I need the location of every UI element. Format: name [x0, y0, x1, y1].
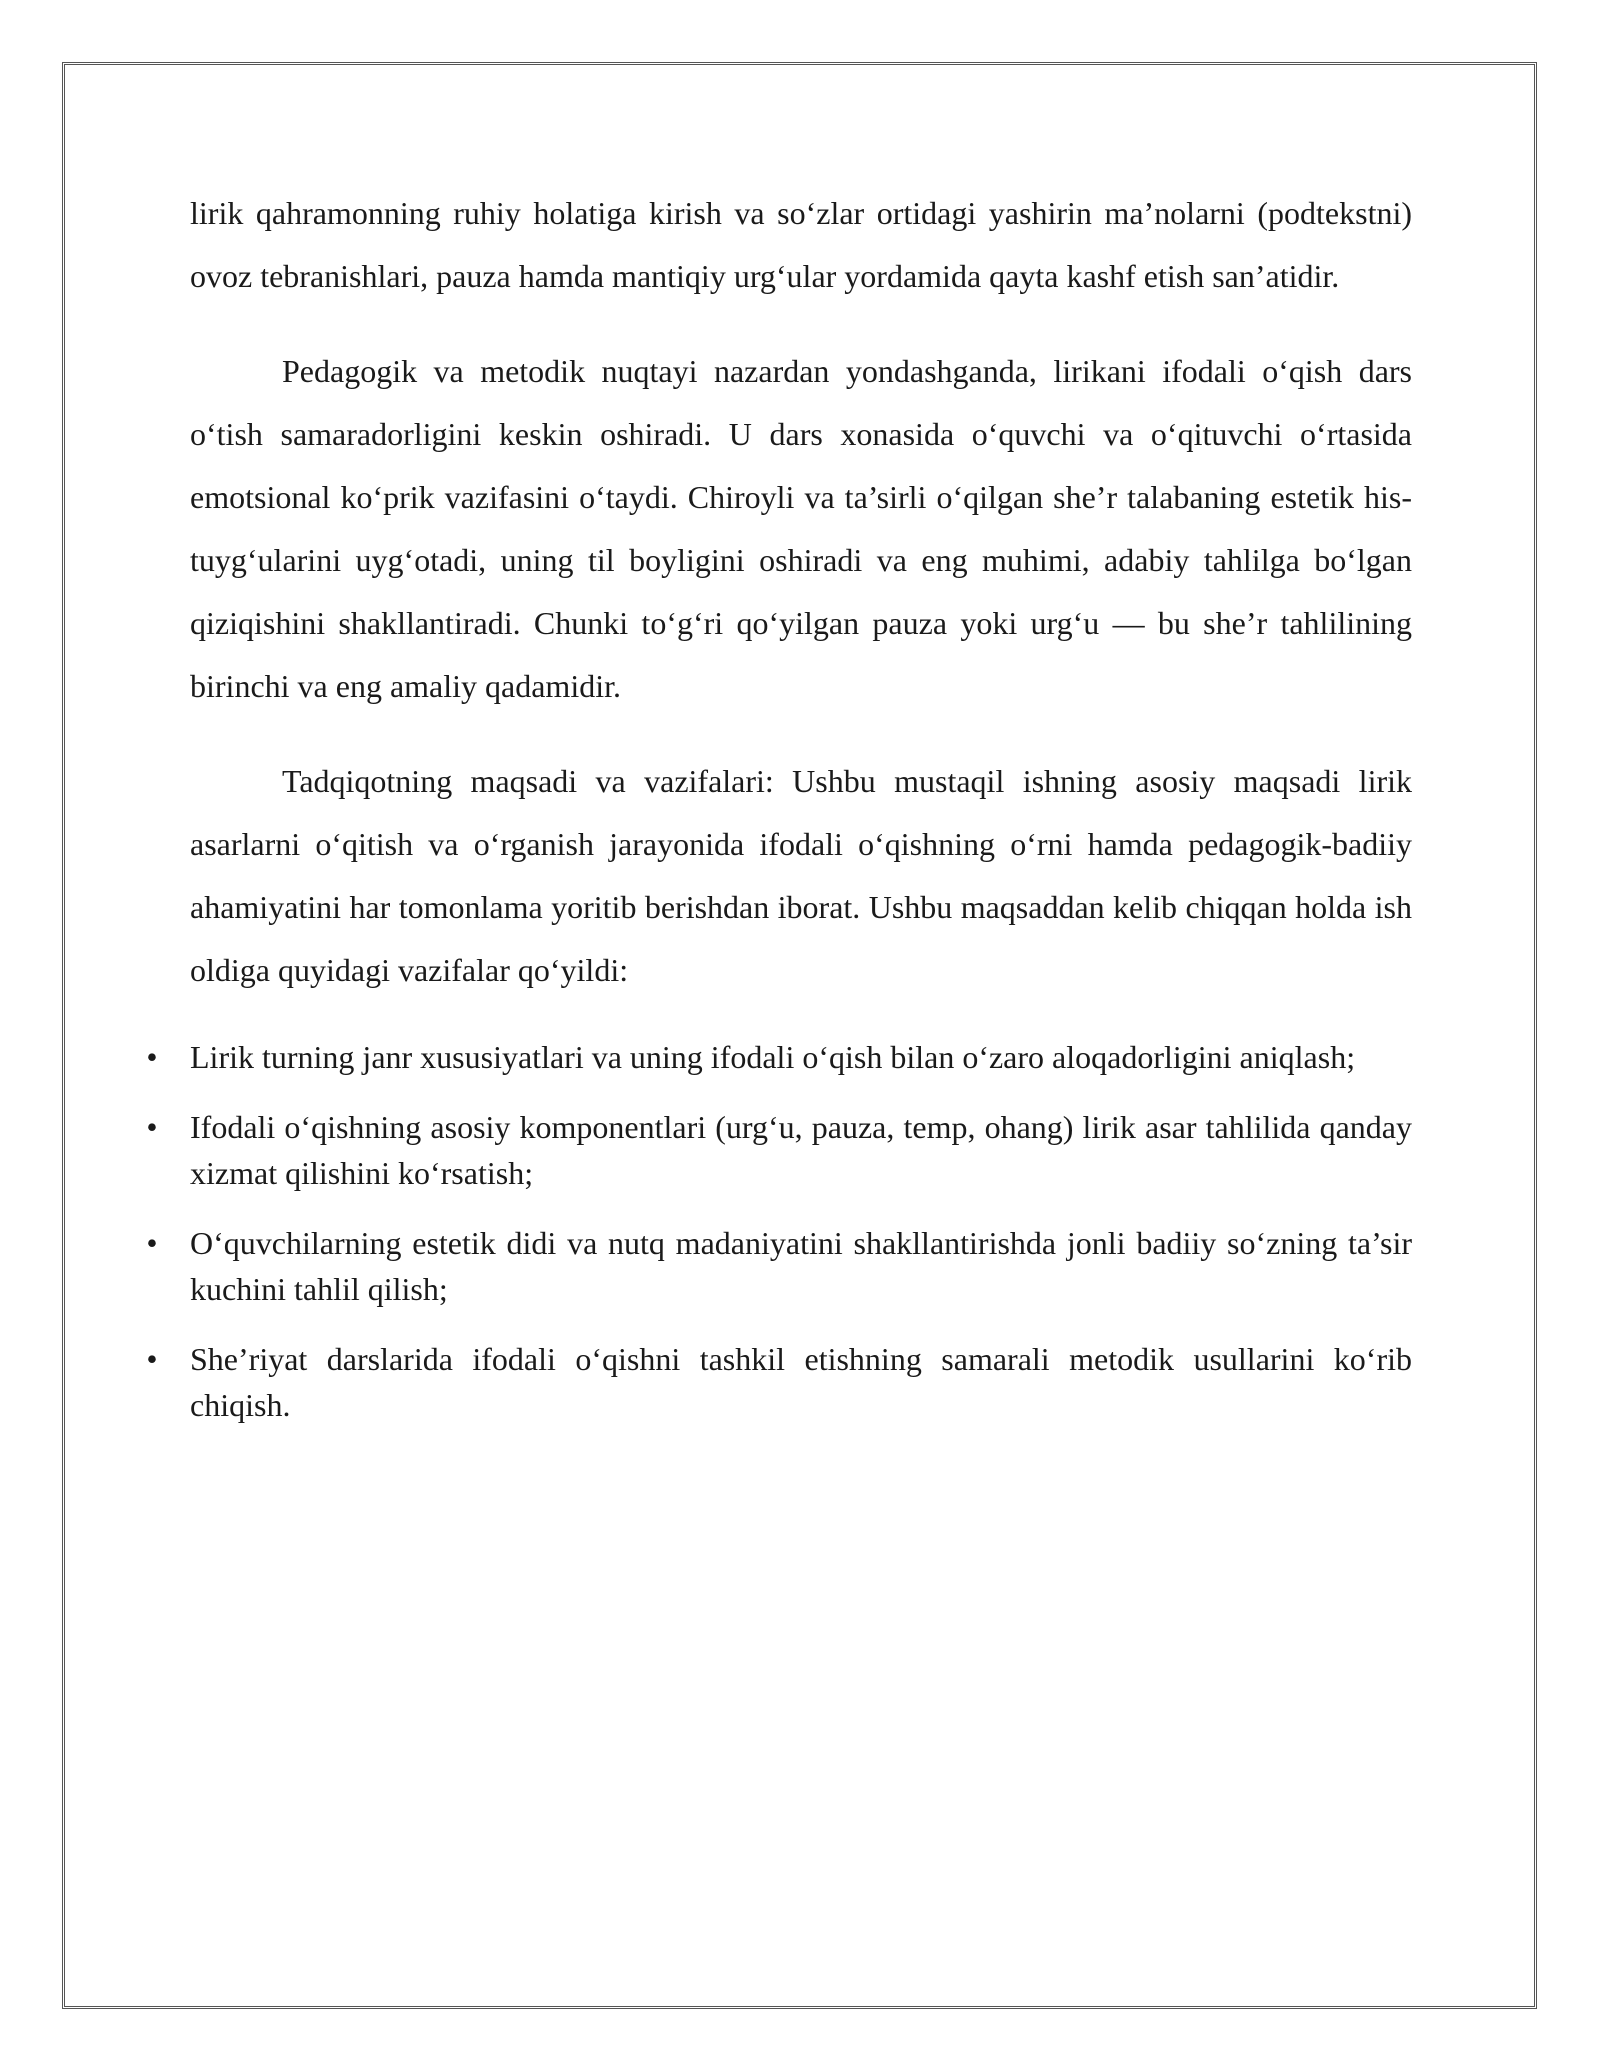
list-item [146, 1220, 1412, 1312]
list-item [146, 1104, 1412, 1196]
list-item-text: O‘quvchilarning estetik didi va nutq madaniyatini shakllantirishda jonli badiiy so‘zning ta’sir kuchini tahlil qilish; [190, 1225, 1412, 1307]
list-item-text: Lirik turning janr xususiyatlari va uning ifodali o‘qish bilan o‘zaro aloqadorligini aniqlash; [190, 1039, 1356, 1075]
list-item [146, 1336, 1412, 1428]
task-list [146, 1034, 1412, 1428]
document-body [146, 182, 1412, 1452]
bullet-icon: • [146, 1225, 158, 1261]
list-item [146, 1034, 1412, 1080]
list-item-text: Ifodali o‘qishning asosiy komponentlari (urg‘u, pauza, temp, ohang) lirik asar tahlilida qanday xizmat qilishini ko‘rsatish; [190, 1109, 1412, 1191]
paragraph-pedagogical: Pedagogik va metodik nuqtayi nazardan yondashganda, lirikani ifodali o‘qish dars o‘tish samaradorligini keskin oshiradi. U dars xonasida o‘quvchi va o‘qituvchi o‘rtasida emotsional ko‘prik vazifasini o‘taydi. Chiroyli va ta’sirli o‘qilgan she’r talabaning estetik his-tuyg‘ularini uyg‘otadi, uning til boyligini oshiradi va eng muhimi, adabiy tahlilga bo‘lgan qiziqishini shakllantiradi. Chunki to‘g‘ri qo‘yilgan pauza yoki urg‘u — bu she’r tahlilining birinchi va eng amaliy qadamidir. [190, 353, 1412, 704]
bullet-icon: • [146, 1341, 158, 1377]
paragraph-research-goals: Tadqiqotning maqsadi va vazifalari: Ushbu mustaqil ishning asosiy maqsadi lirik asarlarni o‘qitish va o‘rganish jarayonida ifodali o‘qishning o‘rni hamda pedagogik-badiiy ahamiyatini har tomonlama yoritib berishdan iborat. Ushbu maqsaddan kelib chiqqan holda ish oldiga quyidagi vazifalar qo‘yildi: [190, 763, 1412, 988]
bullet-icon: • [146, 1039, 158, 1075]
bullet-icon: • [146, 1109, 158, 1145]
list-item-text: She’riyat darslarida ifodali o‘qishni tashkil etishning samarali metodik usullarini ko‘rib chiqish. [190, 1341, 1412, 1423]
paragraph-continuation: lirik qahramonning ruhiy holatiga kirish va so‘zlar ortidagi yashirin ma’nolarni (podtekstni) ovoz tebranishlari, pauza hamda mantiqiy urg‘ular yordamida qayta kashf etish san’atidir. [190, 195, 1412, 294]
